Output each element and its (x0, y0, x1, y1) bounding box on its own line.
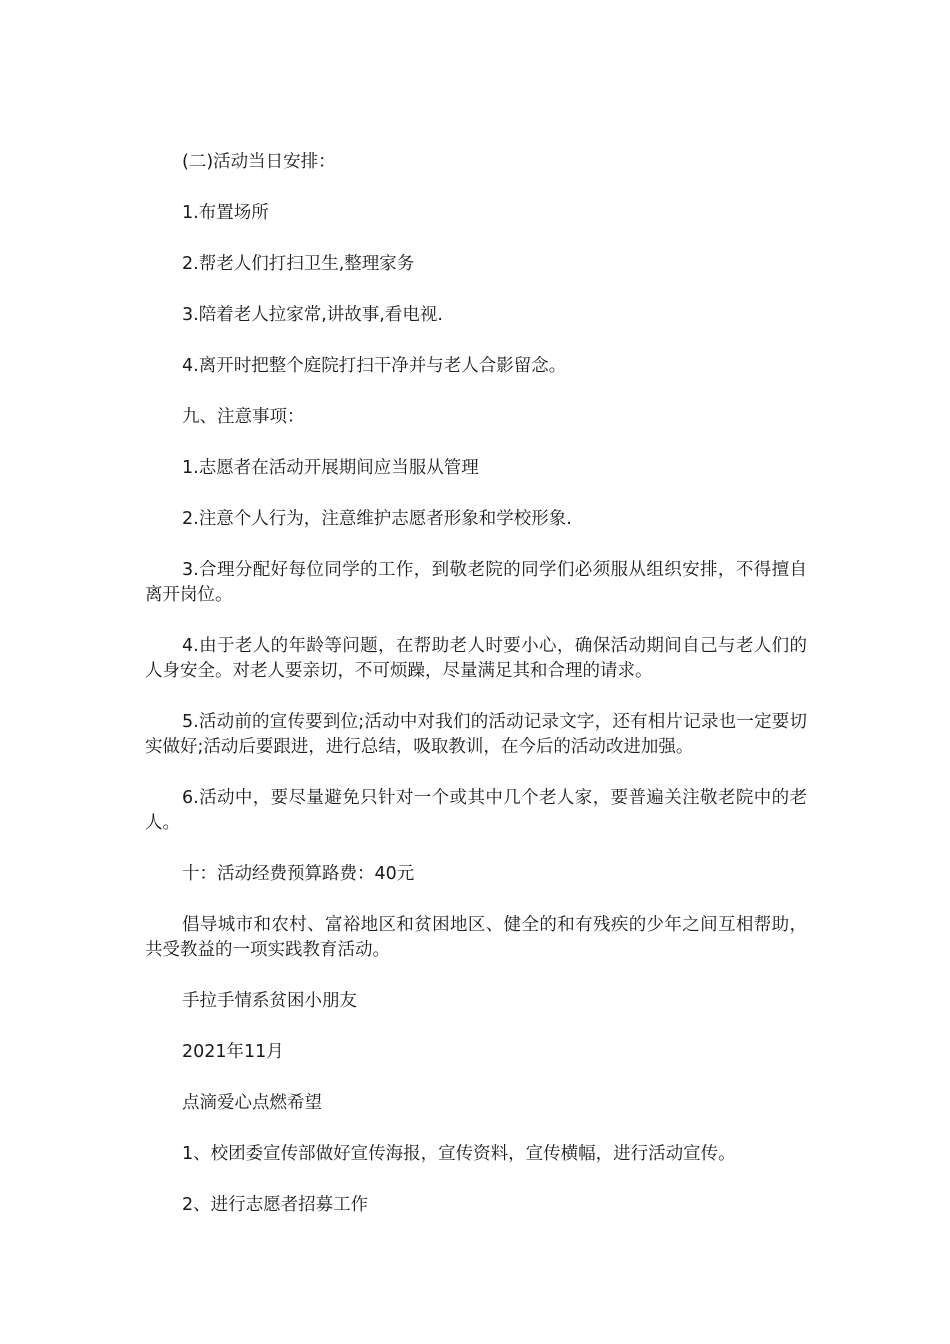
paragraph-budget: 十：活动经费预算路费：40元 (182, 864, 415, 884)
paragraph-item: 5.活动前的宣传要到位;活动中对我们的活动记录文字，还有相片记录也一定要切实做好;活动后要跟进，进行总结，吸取教训，在今后的活动改进加强。 (145, 712, 807, 757)
paragraph-item: 3.陪着老人拉家常,讲故事,看电视. (182, 305, 443, 325)
paragraph-date: 2021年11月 (182, 1042, 284, 1062)
paragraph-item: 2.注意个人行为，注意维护志愿者形象和学校形象. (182, 509, 572, 529)
paragraph-item: 1.布置场所 (182, 203, 269, 223)
paragraph-item: 6.活动中，要尽量避免只针对一个或其中几个老人家，要普遍关注敬老院中的老人。 (145, 788, 807, 833)
paragraph-day-schedule-heading: (二)活动当日安排： (182, 152, 336, 172)
paragraph-description: 倡导城市和农村、富裕地区和贫困地区、健全的和有残疾的少年之间互相帮助，共受教益的一项实践教育活动。 (145, 915, 807, 960)
paragraph-notes-heading: 九、注意事项： (182, 407, 305, 427)
document-body (145, 150, 807, 1244)
paragraph-item: 1、校团委宣传部做好宣传海报，宣传资料，宣传横幅，进行活动宣传。 (182, 1144, 736, 1164)
paragraph-title: 点滴爱心点燃希望 (182, 1093, 322, 1113)
paragraph-item: 2、进行志愿者招募工作 (182, 1195, 369, 1215)
paragraph-item: 3.合理分配好每位同学的工作，到敬老院的同学们必须服从组织安排，不得擅自离开岗位。 (145, 560, 807, 605)
paragraph-title: 手拉手情系贫困小朋友 (182, 991, 357, 1011)
paragraph-item: 4.离开时把整个庭院打扫干净并与老人合影留念。 (182, 356, 567, 376)
paragraph-item: 1.志愿者在活动开展期间应当服从管理 (182, 458, 479, 478)
paragraph-item: 2.帮老人们打扫卫生,整理家务 (182, 254, 415, 274)
paragraph-item: 4.由于老人的年龄等问题，在帮助老人时要小心，确保活动期间自己与老人们的人身安全。对老人要亲切，不可烦躁，尽量满足其和合理的请求。 (145, 636, 807, 681)
